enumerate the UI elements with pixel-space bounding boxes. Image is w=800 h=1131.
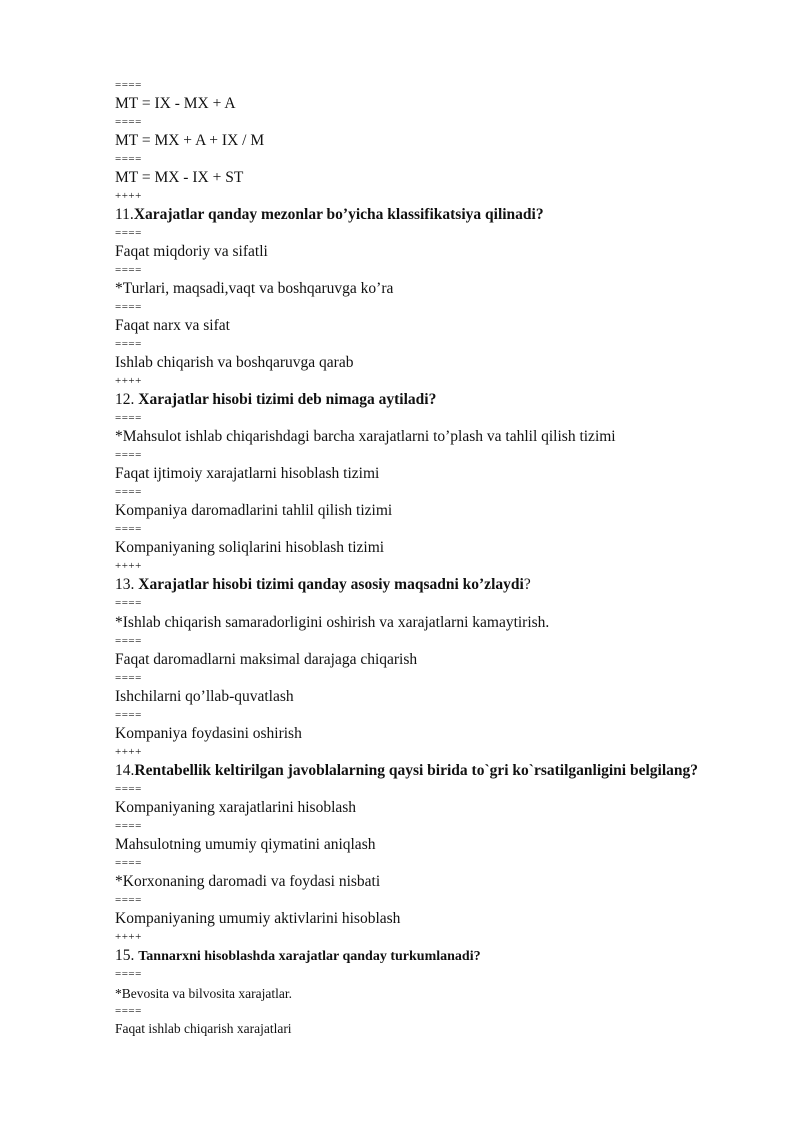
question-14 — [115, 762, 698, 780]
separator: ==== — [115, 79, 142, 91]
question-text: Tannarxni hisoblashda xarajatlar qanday turkumlanadi? — [138, 949, 481, 964]
answer-option: Kompaniyaning soliqlarini hisoblash tizimi — [115, 539, 385, 556]
answer-option: MT = MX + A + IX / M — [115, 132, 265, 149]
question-text: Rentabellik keltirilgan javoblalarning qaysi birida to`gri ko`rsatilganligini belgilang? — [134, 762, 699, 779]
separator: ==== — [115, 672, 142, 684]
question-delimiter: ++++ — [115, 190, 142, 202]
answer-option: Ishchilarni qo’llab-quvatlash — [115, 688, 294, 705]
answer-option: Kompaniyaning umumiy aktivlarini hisoblash — [115, 910, 401, 927]
separator: ==== — [115, 227, 142, 239]
separator: ==== — [115, 1005, 142, 1017]
answer-option-correct: *Mahsulot ishlab chiqarishdagi barcha xarajatlarni to’plash va tahlil qilish tizimi — [115, 428, 616, 445]
answer-option: MT = IX - MX + A — [115, 95, 236, 112]
answer-option: Kompaniya foydasini oshirish — [115, 725, 302, 742]
separator: ==== — [115, 783, 142, 795]
answer-option-correct: *Korxonaning daromadi va foydasi nisbati — [115, 873, 381, 890]
answer-option: Faqat narx va sifat — [115, 317, 230, 334]
separator: ==== — [115, 523, 142, 535]
answer-option: Faqat ishlab chiqarish xarajatlari — [115, 1021, 292, 1036]
question-text: Xarajatlar hisobi tizimi deb nimaga aytiladi? — [138, 391, 437, 408]
question-delimiter: ++++ — [115, 375, 142, 387]
question-delimiter: ++++ — [115, 931, 142, 943]
question-12 — [115, 391, 436, 409]
question-number: 12. — [115, 391, 139, 408]
answer-option: Faqat miqdoriy va sifatli — [115, 243, 268, 260]
question-number: 14. — [115, 762, 135, 779]
answer-option: Mahsulotning umumiy qiymatini aniqlash — [115, 836, 376, 853]
separator: ==== — [115, 968, 142, 980]
question-delimiter: ++++ — [115, 560, 142, 572]
separator: ==== — [115, 597, 142, 609]
question-number: 13. — [115, 576, 139, 593]
separator: ==== — [115, 486, 142, 498]
separator: ==== — [115, 635, 142, 647]
answer-option-correct: *Ishlab chiqarish samaradorligini oshirish va xarajatlarni kamaytirish. — [115, 614, 550, 631]
question-11 — [115, 206, 544, 224]
question-delimiter: ++++ — [115, 746, 142, 758]
separator: ==== — [115, 820, 142, 832]
separator: ==== — [115, 116, 142, 128]
separator: ==== — [115, 264, 142, 276]
answer-option-correct: *Turlari, maqsadi,vaqt va boshqaruvga ko’ra — [115, 280, 394, 297]
separator: ==== — [115, 449, 142, 461]
answer-option: Kompaniya daromadlarini tahlil qilish tizimi — [115, 502, 393, 519]
answer-option-correct: *Bevosita va bilvosita xarajatlar. — [115, 986, 292, 1001]
separator: ==== — [115, 894, 142, 906]
question-15 — [115, 947, 481, 966]
separator: ==== — [115, 709, 142, 721]
answer-option: Faqat daromadlarni maksimal darajaga chiqarish — [115, 651, 418, 668]
separator: ==== — [115, 412, 142, 424]
answer-option: Kompaniyaning xarajatlarini hisoblash — [115, 799, 357, 816]
answer-option: MT = MX - IX + ST — [115, 169, 244, 186]
question-13 — [115, 576, 531, 594]
question-mark: ? — [523, 576, 531, 593]
question-number: 11. — [115, 206, 134, 223]
question-text: Xarajatlar hisobi tizimi qanday asosiy maqsadni ko’zlaydi — [138, 576, 524, 593]
separator: ==== — [115, 153, 142, 165]
question-number: 15. — [115, 947, 139, 964]
separator: ==== — [115, 301, 142, 313]
question-text: Xarajatlar qanday mezonlar bo’yicha klassifikatsiya qilinadi? — [133, 206, 544, 223]
separator: ==== — [115, 857, 142, 869]
answer-option: Ishlab chiqarish va boshqaruvga qarab — [115, 354, 354, 371]
answer-option: Faqat ijtimoiy xarajatlarni hisoblash tizimi — [115, 465, 380, 482]
separator: ==== — [115, 338, 142, 350]
